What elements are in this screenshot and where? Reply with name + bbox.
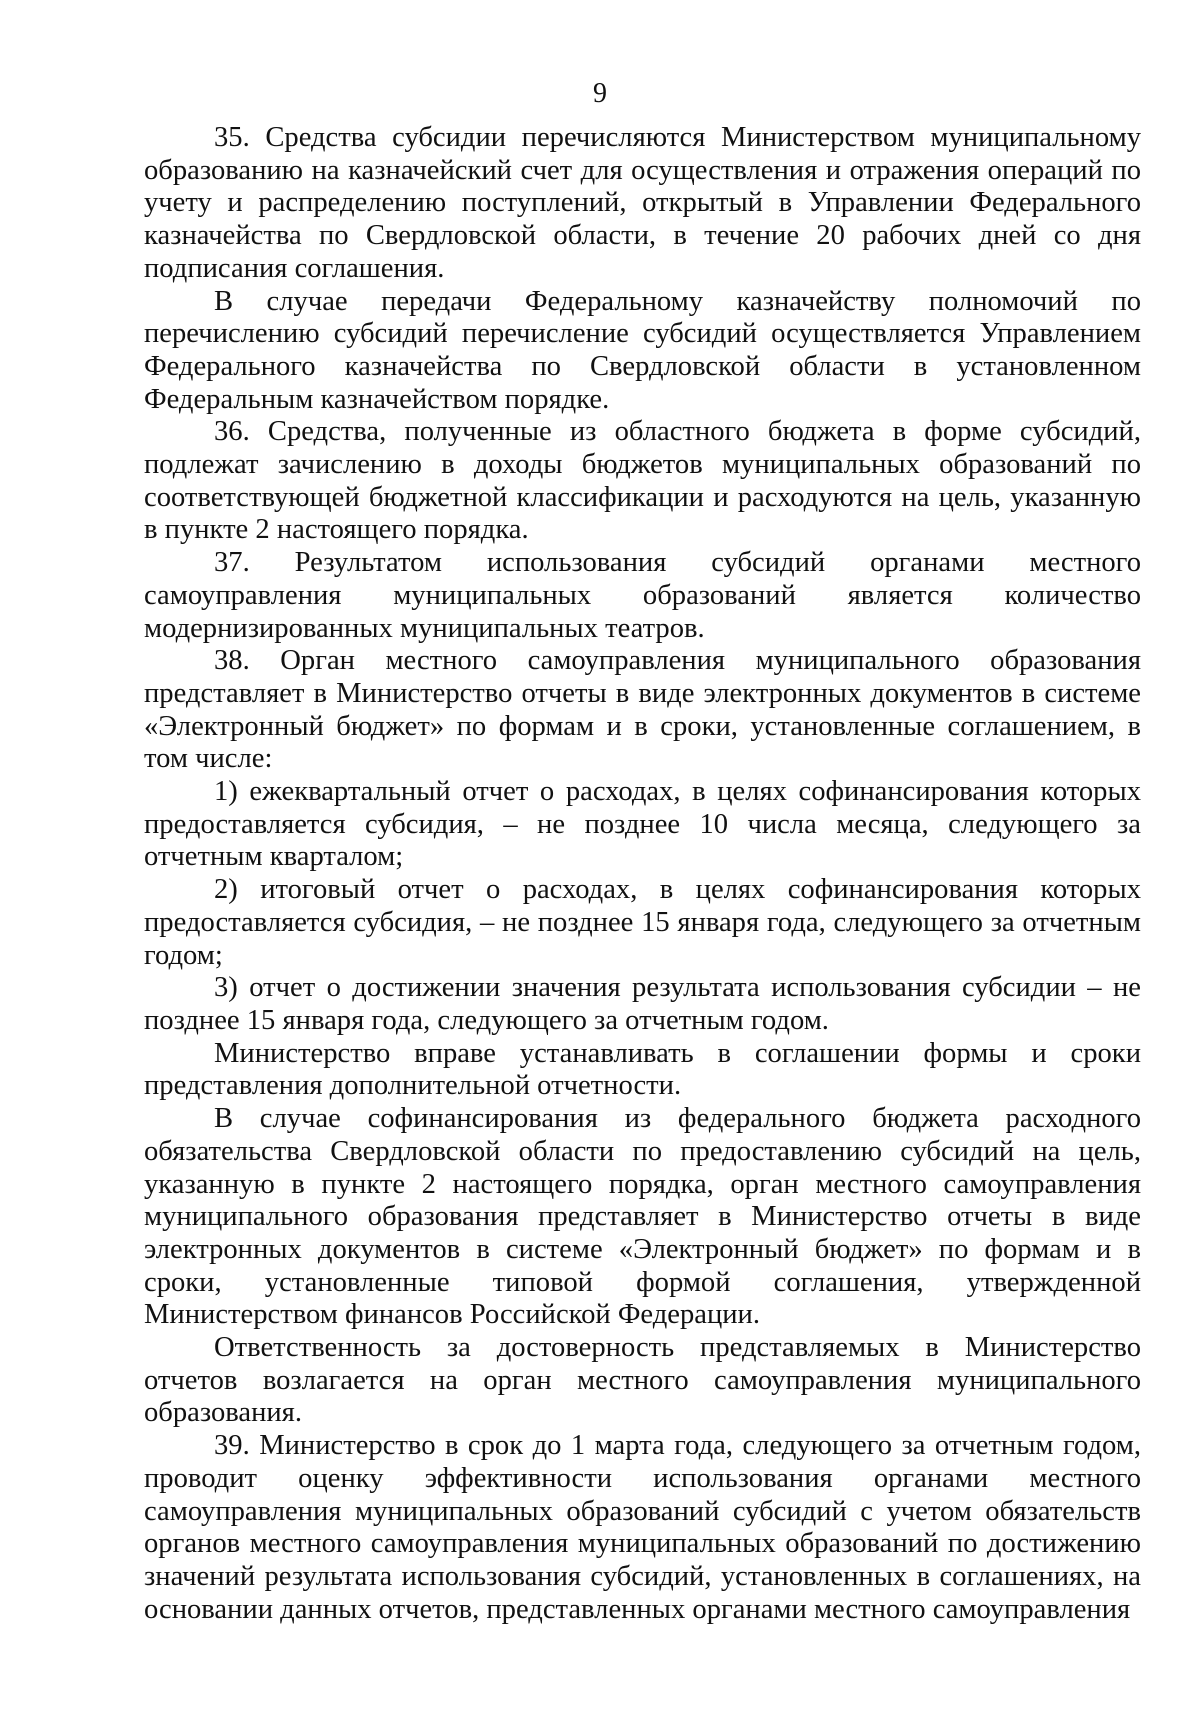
paragraph-federal-cofinancing: В случае софинансирования из федерального бюджета расходного обязательства Свердловской области по предоставлению субсидий на цель, указанную в пункте 2 настоящего порядка, орган местного самоуправления муниципального образования представляет в Министерство отчеты в виде электронных документов в системе «Электронный бюджет» по формам и в сроки, установленные типовой формой соглашения, утвержденной Министерством финансов Российской Федерации. [144, 1103, 1141, 1331]
paragraph-39-evaluation: 39. Министерство в срок до 1 марта года, следующего за отчетным годом, проводит оценку эффективности использования органами местного самоуправления муниципальных образований субсидий с учетом обязательств органов местного самоуправления муниципальных образований по достижению значений результата использования субсидий, установленных в соглашениях, на основании данных отчетов, представленных органами местного самоуправления [144, 1430, 1141, 1625]
paragraph-treasury-powers: В случае передачи Федеральному казначейству полномочий по перечислению субсидий перечисление субсидий осуществляется Управлением Федерального казначейства по Свердловской области в установленном Федеральным казначейством порядке. [144, 285, 1141, 415]
paragraph-38-reports: 38. Орган местного самоуправления муниципального образования представляет в Министерство отчеты в виде электронных документов в системе «Электронный бюджет» по формам и в сроки, установленные соглашением, в том числе: [144, 645, 1141, 775]
paragraph-responsibility: Ответственность за достоверность представляемых в Министерство отчетов возлагается на орган местного самоуправления муниципального образования. [144, 1332, 1141, 1429]
paragraph-additional-reporting: Министерство вправе устанавливать в соглашении формы и сроки представления дополнительной отчетности. [144, 1037, 1141, 1102]
list-item-final-report: 2) итоговый отчет о расходах, в целях софинансирования которых предоставляется субсидия, – не позднее 15 января года, следующего за отчетным годом; [144, 874, 1141, 971]
page-number: 9 [593, 78, 607, 109]
paragraph-36-crediting: 36. Средства, полученные из областного бюджета в форме субсидий, подлежат зачислению в доходы бюджетов муниципальных образований по соответствующей бюджетной классификации и расходуются на цель, указанную в пункте 2 настоящего порядка. [144, 416, 1141, 546]
document-body [144, 122, 1141, 1626]
list-item-quarterly-report: 1) ежеквартальный отчет о расходах, в целях софинансирования которых предоставляется субсидия, – не позднее 10 числа месяца, следующего за отчетным кварталом; [144, 776, 1141, 873]
list-item-result-report: 3) отчет о достижении значения результата использования субсидии – не позднее 15 января года, следующего за отчетным годом. [144, 972, 1141, 1036]
paragraph-37-result: 37. Результатом использования субсидий органами местного самоуправления муниципальных образований является количество модернизированных муниципальных театров. [144, 547, 1141, 644]
paragraph-35-transfer: 35. Средства субсидии перечисляются Министерством муниципальному образованию на казначейский счет для осуществления и отражения операций по учету и распределению поступлений, открытый в Управлении Федерального казначейства по Свердловской области, в течение 20 рабочих дней со дня подписания соглашения. [144, 122, 1141, 284]
